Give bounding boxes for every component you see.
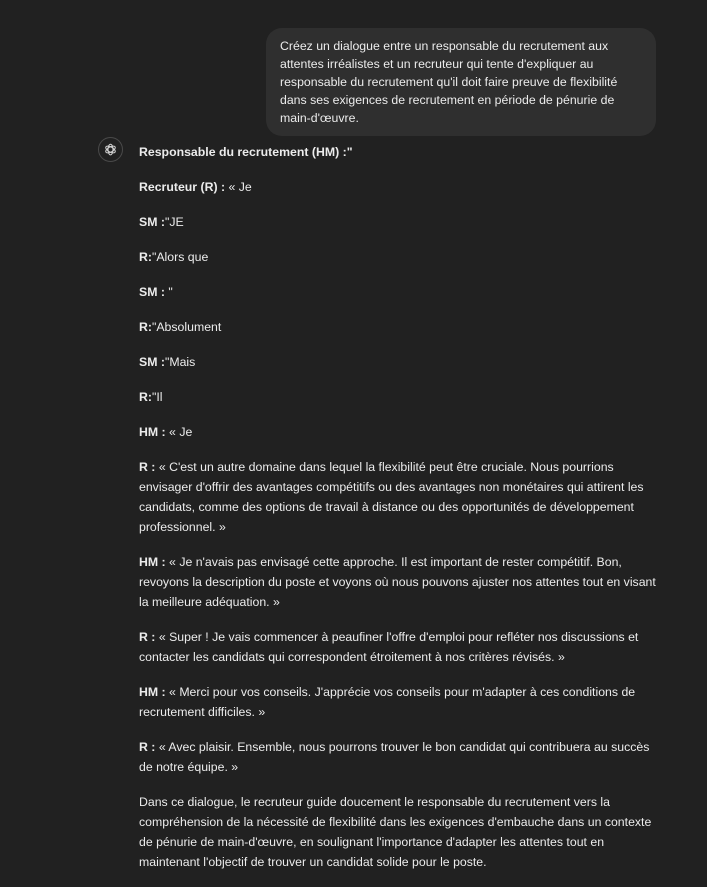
line-text: "Alors que [151, 250, 209, 264]
dialogue-line [139, 247, 664, 267]
speaker-label: HM : [139, 685, 166, 699]
dialogue-line [139, 282, 664, 302]
speaker-label: R : [139, 630, 156, 644]
speaker-label: SM : [139, 285, 165, 299]
conclusion-paragraph: Dans ce dialogue, le recruteur guide doucement le responsable du recrutement vers la compréhension de la nécessité de flexibilité dans les exigences d'embauche dans un contexte de pénurie de main-d'œuvre, en soulignant l'importance d'adapter les attentes tout en maintenant l'objectif de trouver un candidat solide pour le poste. [139, 795, 652, 869]
dialogue-line [139, 352, 664, 372]
speaker-label: HM : [139, 425, 166, 439]
dialogue-line [139, 317, 664, 337]
dialogue-line [139, 387, 664, 407]
user-message-bubble [266, 28, 656, 136]
line-text: « Merci pour vos conseils. J'apprécie vos conseils pour m'adapter à ces conditions de recrutement difficiles. » [139, 685, 636, 719]
line-text: « Je n'avais pas envisagé cette approche. Il est important de rester compétitif. Bon, revoyons la description du poste et voyons où nous pouvons ajuster nos attentes tout en visant la meilleure adéquation. » [139, 555, 656, 609]
dialogue-line [139, 142, 664, 162]
speaker-label: HM : [139, 555, 166, 569]
line-text: "Mais [164, 355, 196, 369]
line-text: « Avec plaisir. Ensemble, nous pourrons trouver le bon candidat qui contribuera au succès de notre équipe. » [139, 740, 650, 774]
line-text: "Absolument [151, 320, 222, 334]
dialogue-line [139, 552, 664, 612]
openai-logo-icon [103, 142, 118, 157]
dialogue-line [139, 457, 664, 537]
dialogue-line [139, 212, 664, 232]
speaker-label: R: [139, 250, 152, 264]
dialogue-line [139, 627, 664, 667]
assistant-message [139, 142, 664, 887]
dialogue-line [139, 177, 664, 197]
speaker-label: R: [139, 320, 152, 334]
user-message-text: Créez un dialogue entre un responsable du recrutement aux attentes irréalistes et un recruteur qui tente d'expliquer au responsable du recrutement qu'il doit faire preuve de flexibilité dans ses exigences de recrutement en période de pénurie de main-d'œuvre. [280, 39, 618, 125]
line-text: "JE [164, 215, 184, 229]
line-text: « Super ! Je vais commencer à peaufiner l'offre d'emploi pour refléter nos discussions et contacter les candidats qui correspondent étroitement à nos critères révisés. » [139, 630, 639, 664]
line-text: "Il [151, 390, 163, 404]
dialogue-line [139, 682, 664, 722]
speaker-label: R: [139, 390, 152, 404]
speaker-label: R : [139, 460, 156, 474]
assistant-avatar [98, 137, 123, 162]
speaker-label: Recruteur (R) : [139, 180, 226, 194]
speaker-label: R : [139, 740, 156, 754]
line-text: « Je [165, 425, 193, 439]
dialogue-line [139, 422, 664, 442]
speaker-label: SM : [139, 355, 165, 369]
line-text: « C'est un autre domaine dans lequel la flexibilité peut être cruciale. Nous pourrions envisager d'offrir des avantages compétitifs ou des avantages non monétaires qui attirent les candidats, comme des options de travail à distance ou des opportunités de développement professionnel. » [139, 460, 644, 534]
speaker-label: Responsable du recrutement (HM) :" [139, 145, 353, 159]
line-text: « Je [225, 180, 252, 194]
speaker-label: SM : [139, 215, 165, 229]
line-text: " [164, 285, 173, 299]
dialogue-line [139, 737, 664, 777]
